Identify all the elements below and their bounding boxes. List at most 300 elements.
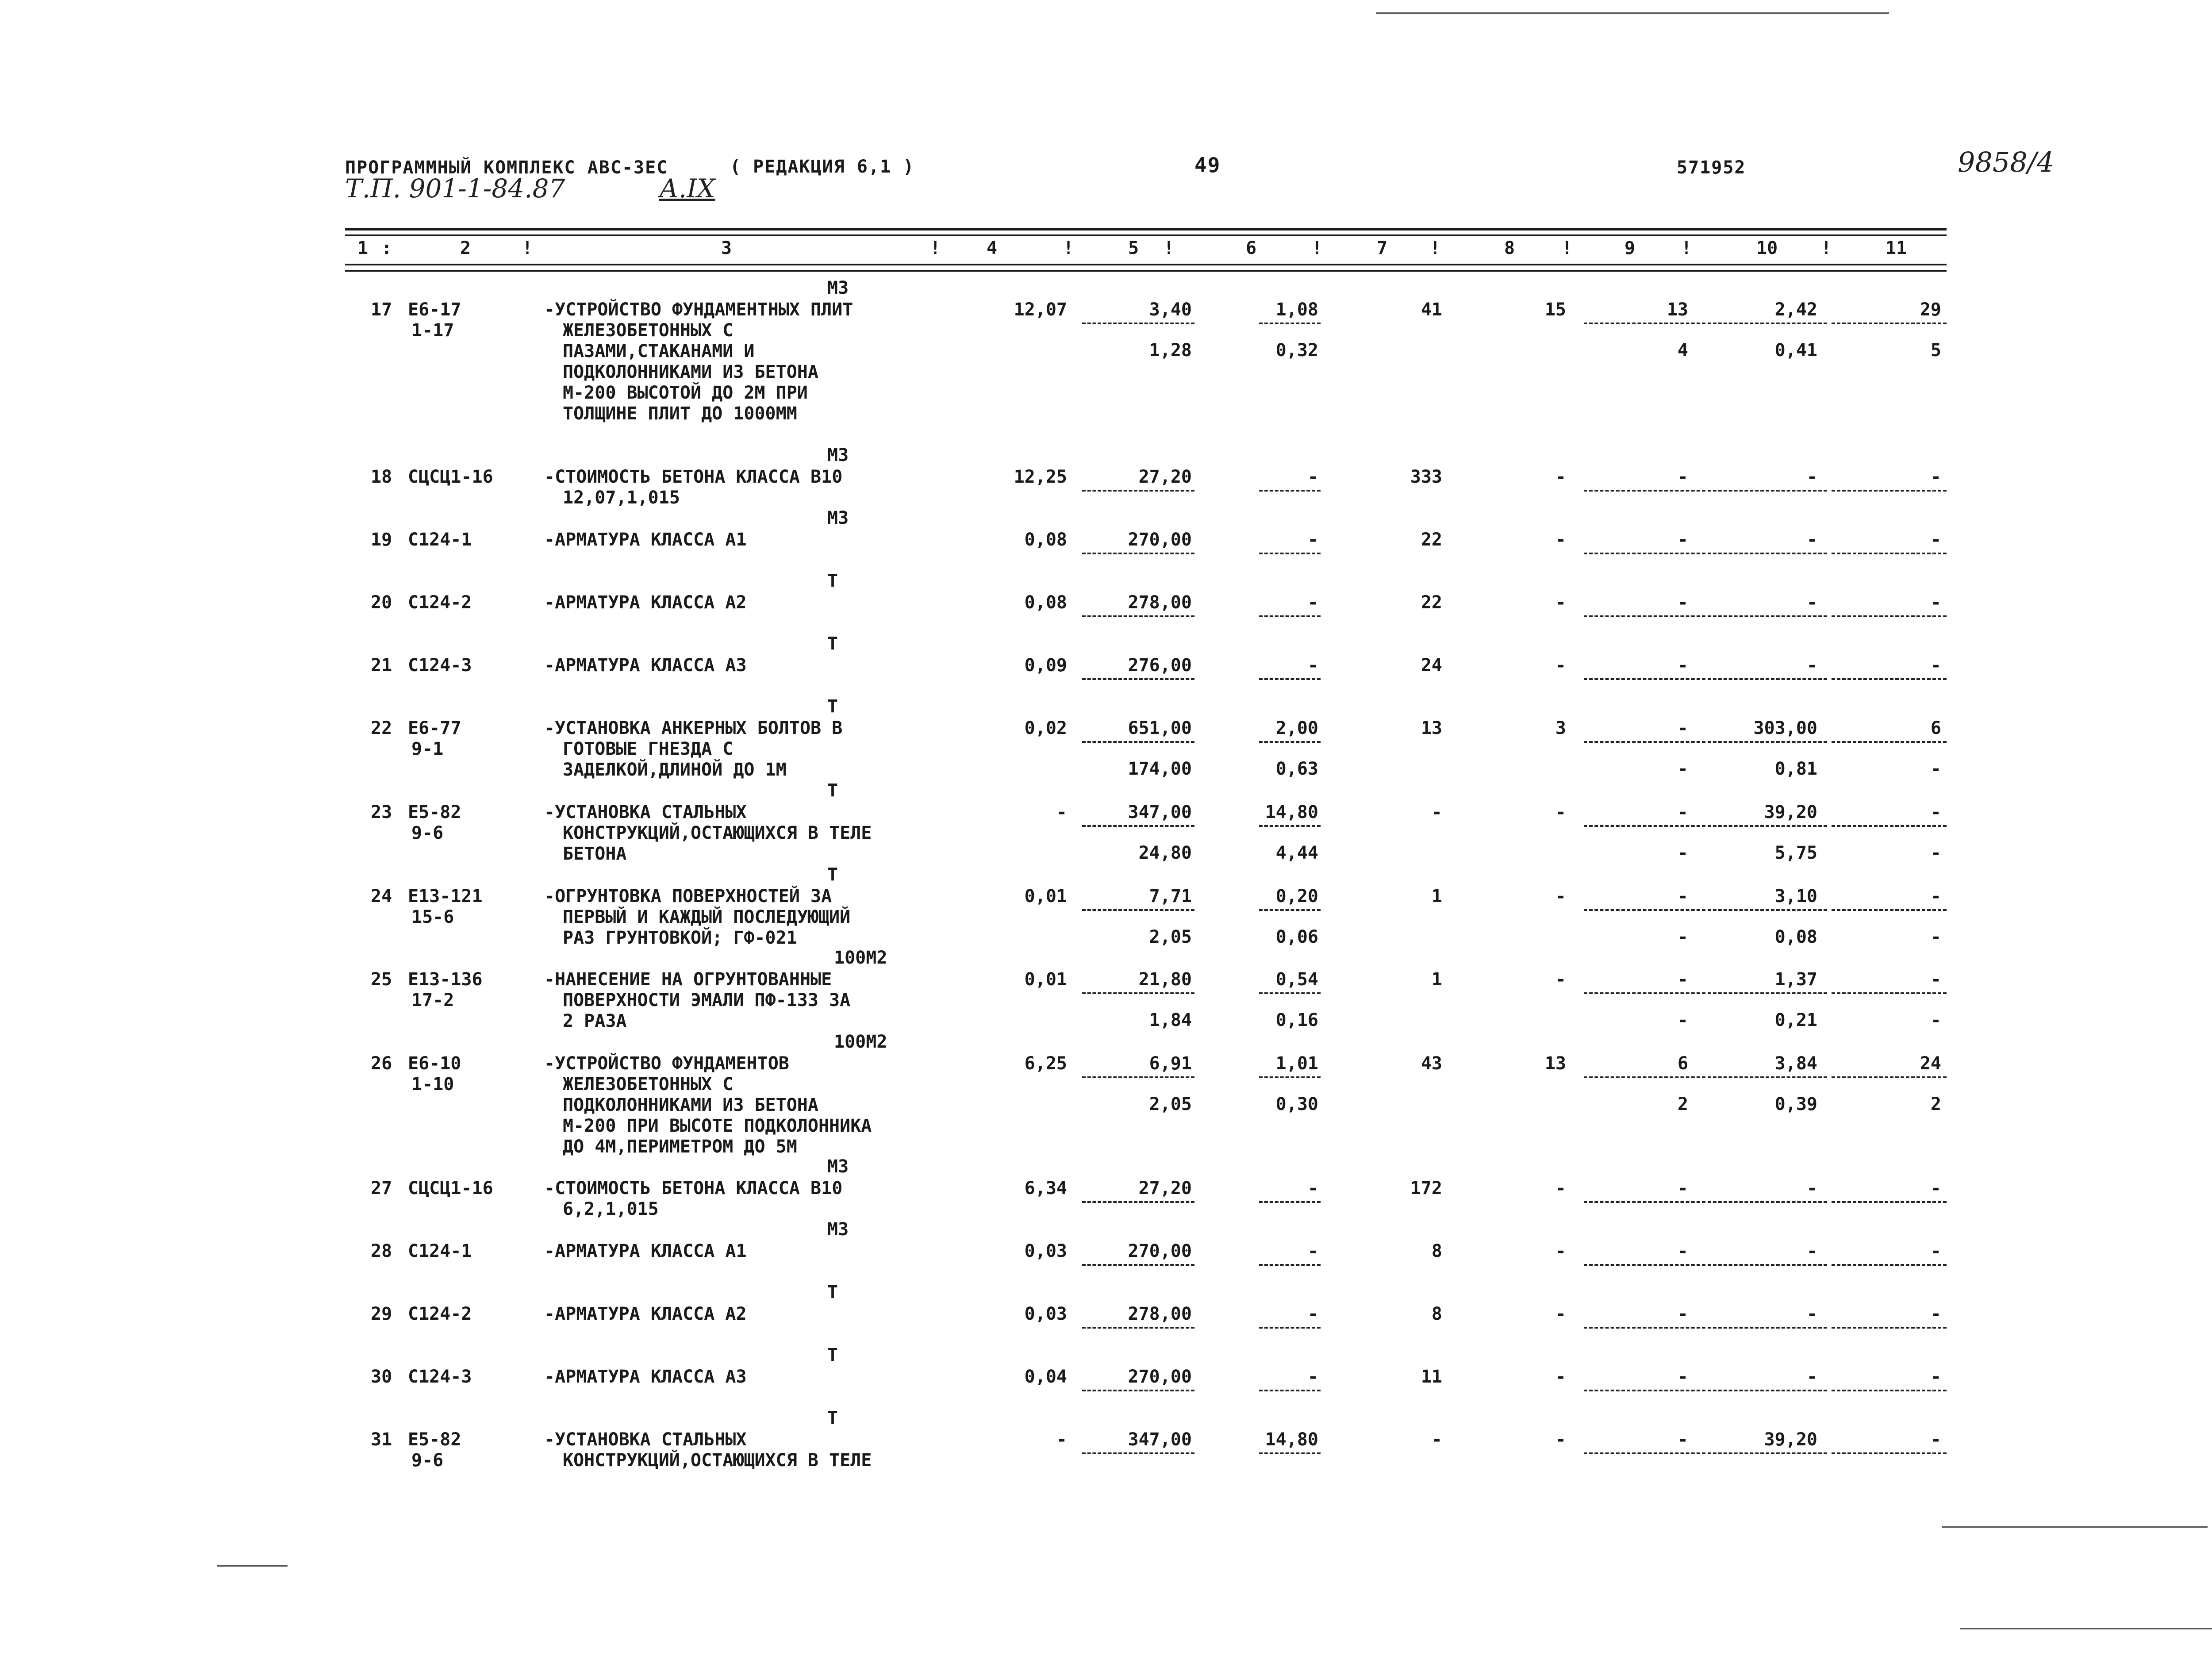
column-separator: ! (930, 238, 941, 258)
unit-label: М3 (827, 278, 849, 298)
unit-label: Т (827, 780, 838, 801)
value-col-7: 22 (1421, 530, 1442, 550)
value-col-10: 3,84 (1774, 1053, 1817, 1074)
secondary-value-col-6: 0,16 (1275, 1010, 1318, 1030)
column-header-5: 5 (1128, 238, 1139, 258)
work-description-line: -УСТРОЙСТВО ФУНДАМЕНТОВ (544, 1053, 789, 1074)
value-col-8: 15 (1544, 300, 1566, 320)
value-col-9: - (1677, 1178, 1688, 1199)
secondary-value-col-5: 2,05 (1149, 927, 1192, 947)
value-col-6: 14,80 (1265, 802, 1318, 822)
work-description-line: 6,2,1,015 (563, 1199, 659, 1219)
value-col-9: - (1677, 530, 1688, 550)
value-col-8: - (1555, 655, 1566, 676)
value-col-9: - (1677, 718, 1688, 738)
value-col-8: - (1555, 1241, 1566, 1261)
work-description-line: 2 РАЗА (563, 1011, 627, 1031)
scan-edge-mark (217, 1565, 288, 1567)
value-underline (1082, 615, 1194, 617)
value-col-4: 0,08 (1024, 530, 1067, 550)
value-underline (1082, 909, 1194, 911)
value-col-7: 1 (1431, 969, 1442, 990)
table-header-bottom-rule (345, 264, 1947, 265)
column-header-4: 4 (987, 238, 998, 258)
column-separator: ! (1821, 238, 1832, 258)
value-col-8: - (1555, 1367, 1566, 1387)
row-number: 19 (371, 530, 392, 550)
value-col-4: 6,34 (1024, 1178, 1067, 1199)
value-col-8: - (1555, 802, 1566, 822)
value-col-7: 8 (1431, 1241, 1442, 1261)
value-col-5: 278,00 (1128, 1304, 1192, 1324)
value-underline (1584, 1264, 1705, 1266)
value-underline (1832, 1076, 1947, 1078)
secondary-value-col-9: - (1677, 843, 1688, 863)
value-underline (1259, 615, 1321, 617)
value-col-8: - (1555, 969, 1566, 990)
value-col-4: 0,04 (1024, 1367, 1067, 1387)
unit-label: Т (827, 634, 838, 654)
value-col-8: - (1555, 467, 1566, 487)
column-header-2: 2 (460, 238, 471, 258)
value-underline (1584, 1076, 1705, 1078)
value-col-4: 12,25 (1014, 467, 1067, 487)
value-col-11: - (1930, 592, 1941, 613)
value-underline (1259, 323, 1321, 324)
work-description-line: -АРМАТУРА КЛАССА А3 (544, 655, 747, 676)
resource-code: Е13-136 (408, 969, 483, 990)
value-underline (1832, 1264, 1947, 1266)
value-col-10: - (1806, 1367, 1817, 1387)
column-separator: : (381, 238, 392, 258)
value-col-8: - (1555, 886, 1566, 907)
value-col-4: 0,03 (1024, 1304, 1067, 1324)
value-underline (1708, 678, 1827, 680)
work-description-line: -АРМАТУРА КЛАССА А3 (544, 1367, 747, 1387)
handwritten-album-number: А.IX (659, 173, 715, 204)
column-separator: ! (1562, 238, 1573, 258)
secondary-value-col-6: 4,44 (1275, 843, 1318, 863)
value-col-10: - (1806, 592, 1817, 613)
value-col-7: 41 (1421, 300, 1442, 320)
value-col-11: - (1930, 802, 1941, 822)
value-underline (1832, 490, 1947, 492)
value-underline (1832, 992, 1947, 994)
value-underline (1259, 1327, 1321, 1329)
work-description-line: М-200 ВЫСОТОЙ ДО 2М ПРИ (563, 383, 808, 403)
value-underline (1832, 615, 1947, 617)
work-description-line: -УСТАНОВКА СТАЛЬНЫХ (544, 1429, 747, 1450)
value-col-5: 278,00 (1128, 592, 1192, 613)
value-col-5: 651,00 (1128, 718, 1192, 738)
value-col-9: 6 (1677, 1053, 1688, 1074)
value-underline (1708, 490, 1827, 492)
value-col-4: 0,02 (1024, 718, 1067, 738)
secondary-value-col-5: 24,80 (1138, 843, 1192, 863)
resource-code: Е13-121 (408, 886, 483, 907)
value-underline (1832, 553, 1947, 554)
value-underline (1259, 1076, 1321, 1078)
value-col-9: 13 (1667, 300, 1688, 320)
resource-code: Е5-82 (408, 1429, 461, 1450)
work-description-line: М-200 ПРИ ВЫСОТЕ ПОДКОЛОННИКА (563, 1116, 872, 1136)
value-col-10: 39,20 (1764, 802, 1817, 822)
column-separator: ! (1063, 238, 1074, 258)
value-col-4: 12,07 (1014, 300, 1067, 320)
resource-code: Е6-10 (408, 1053, 461, 1074)
work-description-line: -УСТАНОВКА АНКЕРНЫХ БОЛТОВ В (544, 718, 843, 738)
work-description-line: -АРМАТУРА КЛАССА А2 (544, 592, 747, 613)
value-col-6: - (1307, 592, 1318, 613)
value-col-6: 2,00 (1275, 718, 1318, 738)
value-underline (1584, 490, 1705, 492)
value-underline (1082, 490, 1194, 492)
value-col-9: - (1677, 886, 1688, 907)
unit-label: 100М2 (834, 948, 887, 968)
unit-label: Т (827, 696, 838, 717)
value-underline (1832, 1201, 1947, 1203)
value-underline (1584, 615, 1705, 617)
resource-code-secondary: 15-6 (411, 907, 454, 927)
value-col-5: 270,00 (1128, 530, 1192, 550)
work-description-line: КОНСТРУКЦИЙ,ОСТАЮЩИХСЯ В ТЕЛЕ (563, 1450, 872, 1471)
work-description-line: -ОГРУНТОВКА ПОВЕРХНОСТЕЙ ЗА (544, 886, 832, 907)
secondary-value-col-10: 0,21 (1774, 1010, 1817, 1030)
work-description-line: КОНСТРУКЦИЙ,ОСТАЮЩИХСЯ В ТЕЛЕ (563, 823, 872, 843)
value-underline (1259, 1452, 1321, 1454)
value-col-7: 24 (1421, 655, 1442, 676)
resource-code: С124-2 (408, 1304, 472, 1324)
value-col-10: - (1806, 1241, 1817, 1261)
value-underline (1832, 909, 1947, 911)
work-description-line: ДО 4М,ПЕРИМЕТРОМ ДО 5М (563, 1137, 797, 1157)
resource-code-secondary: 1-10 (411, 1074, 454, 1095)
value-col-6: - (1307, 530, 1318, 550)
value-col-7: - (1431, 802, 1442, 822)
value-col-6: 1,08 (1275, 300, 1318, 320)
secondary-value-col-9: 2 (1677, 1094, 1688, 1114)
value-underline (1832, 1327, 1947, 1329)
value-underline (1584, 553, 1705, 554)
table-top-rule (345, 228, 1947, 230)
resource-code: СЦСЦ1-16 (408, 1178, 493, 1199)
work-description-line: ПОДКОЛОННИКАМИ ИЗ БЕТОНА (563, 362, 818, 382)
value-col-5: 270,00 (1128, 1367, 1192, 1387)
value-col-11: - (1930, 530, 1941, 550)
resource-code: СЦСЦ1-16 (408, 467, 493, 487)
value-col-11: - (1930, 655, 1941, 676)
value-col-11: 6 (1930, 718, 1941, 738)
secondary-value-col-9: - (1677, 759, 1688, 779)
work-description-line: ЖЕЛЕЗОБЕТОННЫХ С (563, 1074, 733, 1095)
edition-label: ( РЕДАКЦИЯ 6,1 ) (730, 157, 915, 177)
secondary-value-col-10: 5,75 (1774, 843, 1817, 863)
value-underline (1584, 1201, 1705, 1203)
value-col-8: - (1555, 530, 1566, 550)
secondary-value-col-11: 5 (1930, 340, 1941, 361)
value-underline (1584, 1452, 1705, 1454)
value-col-10: - (1806, 467, 1817, 487)
work-description-line: -АРМАТУРА КЛАССА А1 (544, 530, 747, 550)
unit-label: М3 (827, 508, 849, 528)
unit-label: Т (827, 1408, 838, 1428)
value-underline (1832, 678, 1947, 680)
value-underline (1259, 1390, 1321, 1391)
value-col-11: - (1930, 1304, 1941, 1324)
table-header-bottom-rule-inner (345, 270, 1947, 272)
secondary-value-col-11: 2 (1930, 1094, 1941, 1114)
value-underline (1708, 1390, 1827, 1391)
value-col-6: - (1307, 655, 1318, 676)
value-col-6: 14,80 (1265, 1429, 1318, 1450)
value-underline (1708, 1201, 1827, 1203)
value-col-11: - (1930, 1367, 1941, 1387)
work-description-line: -СТОИМОСТЬ БЕТОНА КЛАССА В10 (544, 1178, 843, 1199)
value-underline (1259, 1264, 1321, 1266)
value-col-5: 347,00 (1128, 1429, 1192, 1450)
work-description-line: -АРМАТУРА КЛАССА А2 (544, 1304, 747, 1324)
unit-label: 100М2 (834, 1032, 887, 1052)
work-description-line: РАЗ ГРУНТОВКОЙ; ГФ-021 (563, 928, 797, 948)
value-col-7: 8 (1431, 1304, 1442, 1324)
value-col-5: 7,71 (1149, 886, 1192, 907)
column-header-1: 1 (357, 238, 369, 258)
value-underline (1259, 678, 1321, 680)
value-col-8: - (1555, 1178, 1566, 1199)
column-header-11: 11 (1886, 238, 1907, 258)
row-number: 25 (371, 969, 392, 990)
row-number: 26 (371, 1053, 392, 1074)
value-col-6: - (1307, 467, 1318, 487)
work-description-line: -СТОИМОСТЬ БЕТОНА КЛАССА В10 (544, 467, 843, 487)
value-col-4: 0,01 (1024, 969, 1067, 990)
value-col-5: 270,00 (1128, 1241, 1192, 1261)
column-separator: ! (1681, 238, 1692, 258)
value-col-9: - (1677, 1304, 1688, 1324)
resource-code-secondary: 1-17 (411, 320, 454, 341)
work-description-line: 12,07,1,015 (563, 488, 680, 508)
value-underline (1584, 909, 1705, 911)
value-underline (1832, 741, 1947, 743)
value-underline (1708, 909, 1827, 911)
value-underline (1082, 678, 1194, 680)
secondary-value-col-11: - (1930, 843, 1941, 863)
value-underline (1832, 825, 1947, 827)
value-underline (1082, 553, 1194, 554)
value-underline (1708, 615, 1827, 617)
value-col-5: 3,40 (1149, 300, 1192, 320)
value-col-9: - (1677, 1241, 1688, 1261)
value-underline (1259, 1201, 1321, 1203)
value-col-9: - (1677, 467, 1688, 487)
column-separator: ! (1164, 238, 1175, 258)
column-header-10: 10 (1756, 238, 1778, 258)
unit-label: М3 (827, 1219, 849, 1240)
value-col-10: 3,10 (1774, 886, 1817, 907)
value-col-4: 6,25 (1024, 1053, 1067, 1074)
work-description-line: ЗАДЕЛКОЙ,ДЛИНОЙ ДО 1М (563, 760, 787, 780)
value-underline (1708, 992, 1827, 994)
value-col-4: 0,01 (1024, 886, 1067, 907)
value-underline (1259, 992, 1321, 994)
value-underline (1082, 992, 1194, 994)
value-col-8: - (1555, 1304, 1566, 1324)
work-description-line: -НАНЕСЕНИЕ НА ОГРУНТОВАННЫЕ (544, 969, 832, 990)
value-underline (1082, 1076, 1194, 1078)
row-number: 21 (371, 655, 392, 676)
value-underline (1082, 1264, 1194, 1266)
value-underline (1708, 1452, 1827, 1454)
value-col-11: - (1930, 1241, 1941, 1261)
value-col-4: 0,09 (1024, 655, 1067, 676)
secondary-value-col-11: - (1930, 927, 1941, 947)
value-col-10: - (1806, 655, 1817, 676)
resource-code-secondary: 9-6 (411, 823, 444, 843)
work-description-line: ПАЗАМИ,СТАКАНАМИ И (563, 341, 755, 361)
value-col-6: 0,54 (1275, 969, 1318, 990)
value-col-11: - (1930, 467, 1941, 487)
value-col-4: - (1056, 1429, 1067, 1450)
document-code: 571952 (1677, 157, 1746, 178)
value-col-7: 172 (1410, 1178, 1442, 1199)
value-col-8: 13 (1544, 1053, 1566, 1074)
value-col-10: 39,20 (1764, 1429, 1817, 1450)
column-header-8: 8 (1504, 238, 1515, 258)
row-number: 23 (371, 802, 392, 822)
unit-label: Т (827, 571, 838, 591)
value-col-10: - (1806, 530, 1817, 550)
value-underline (1082, 825, 1194, 827)
row-number: 17 (371, 300, 392, 320)
resource-code: С124-2 (408, 592, 472, 613)
secondary-value-col-5: 1,84 (1149, 1010, 1192, 1030)
value-underline (1708, 741, 1827, 743)
value-underline (1584, 1327, 1705, 1329)
secondary-value-col-6: 0,63 (1275, 759, 1318, 779)
value-col-9: - (1677, 592, 1688, 613)
column-separator: ! (1430, 238, 1441, 258)
value-col-4: 0,03 (1024, 1241, 1067, 1261)
value-underline (1584, 825, 1705, 827)
value-underline (1259, 825, 1321, 827)
value-col-6: - (1307, 1241, 1318, 1261)
value-col-5: 27,20 (1138, 1178, 1192, 1199)
value-underline (1259, 490, 1321, 492)
value-underline (1584, 992, 1705, 994)
value-underline (1708, 1327, 1827, 1329)
row-number: 29 (371, 1304, 392, 1324)
value-underline (1082, 1201, 1194, 1203)
value-col-4: - (1056, 802, 1067, 822)
value-col-10: - (1806, 1304, 1817, 1324)
unit-label: Т (827, 864, 838, 885)
handwritten-archive-number: 9858/4 (1958, 146, 2055, 178)
value-col-11: - (1930, 1178, 1941, 1199)
resource-code: С124-1 (408, 1241, 472, 1261)
value-underline (1082, 323, 1194, 324)
value-col-6: - (1307, 1304, 1318, 1324)
value-col-11: - (1930, 886, 1941, 907)
value-col-8: 3 (1555, 718, 1566, 738)
secondary-value-col-11: - (1930, 759, 1941, 779)
column-header-3: 3 (721, 238, 732, 258)
value-col-11: - (1930, 969, 1941, 990)
row-number: 30 (371, 1367, 392, 1387)
resource-code-secondary: 9-1 (411, 739, 444, 759)
value-col-11: 24 (1920, 1053, 1941, 1074)
row-number: 28 (371, 1241, 392, 1261)
value-col-11: 29 (1920, 300, 1941, 320)
scan-edge-mark (1960, 1628, 2212, 1629)
value-col-6: 0,20 (1275, 886, 1318, 907)
value-col-6: - (1307, 1367, 1318, 1387)
value-col-7: 333 (1410, 467, 1442, 487)
unit-label: Т (827, 1345, 838, 1365)
resource-code: Е6-17 (408, 300, 461, 320)
value-col-4: 0,08 (1024, 592, 1067, 613)
value-col-7: 1 (1431, 886, 1442, 907)
column-header-9: 9 (1624, 238, 1636, 258)
value-col-7: - (1431, 1429, 1442, 1450)
value-col-8: - (1555, 592, 1566, 613)
value-col-7: 11 (1421, 1367, 1442, 1387)
column-separator: ! (1312, 238, 1323, 258)
value-underline (1584, 741, 1705, 743)
value-col-9: - (1677, 1367, 1688, 1387)
row-number: 24 (371, 886, 392, 907)
column-separator: ! (522, 238, 533, 258)
resource-code: С124-1 (408, 530, 472, 550)
secondary-value-col-5: 174,00 (1128, 759, 1192, 779)
work-description-line: ПОВЕРХНОСТИ ЭМАЛИ ПФ-133 ЗА (563, 990, 851, 1010)
value-underline (1082, 1390, 1194, 1391)
resource-code: Е5-82 (408, 802, 461, 822)
value-underline (1832, 1390, 1947, 1391)
work-description-line: -АРМАТУРА КЛАССА А1 (544, 1241, 747, 1261)
table-top-rule-inner (345, 234, 1947, 236)
column-header-6: 6 (1246, 238, 1257, 258)
value-underline (1708, 1264, 1827, 1266)
value-underline (1708, 553, 1827, 554)
value-underline (1584, 1390, 1705, 1391)
column-header-7: 7 (1377, 238, 1388, 258)
scan-edge-mark (1942, 1526, 2208, 1528)
value-underline (1708, 323, 1827, 324)
work-description-line: ПЕРВЫЙ И КАЖДЫЙ ПОСЛЕДУЮЩИЙ (563, 907, 851, 927)
work-description-line: ПОДКОЛОННИКАМИ ИЗ БЕТОНА (563, 1095, 818, 1115)
value-col-9: - (1677, 802, 1688, 822)
value-col-9: - (1677, 655, 1688, 676)
value-underline (1708, 1076, 1827, 1078)
value-col-6: - (1307, 1178, 1318, 1199)
row-number: 18 (371, 467, 392, 487)
secondary-value-col-6: 0,30 (1275, 1094, 1318, 1114)
work-description-line: ГОТОВЫЕ ГНЕЗДА С (563, 739, 733, 759)
work-description-line: -УСТРОЙСТВО ФУНДАМЕНТНЫХ ПЛИТ (544, 300, 853, 320)
secondary-value-col-5: 2,05 (1149, 1094, 1192, 1114)
value-col-7: 43 (1421, 1053, 1442, 1074)
work-description-line: ТОЛЩИНЕ ПЛИТ ДО 1000ММ (563, 403, 797, 424)
value-col-5: 27,20 (1138, 467, 1192, 487)
row-number: 22 (371, 718, 392, 738)
resource-code: С124-3 (408, 1367, 472, 1387)
value-col-10: 1,37 (1774, 969, 1817, 990)
value-col-8: - (1555, 1429, 1566, 1450)
value-underline (1584, 678, 1705, 680)
resource-code-secondary: 17-2 (411, 990, 454, 1010)
scan-edge-mark (1376, 12, 1889, 14)
work-description-line: БЕТОНА (563, 844, 627, 864)
